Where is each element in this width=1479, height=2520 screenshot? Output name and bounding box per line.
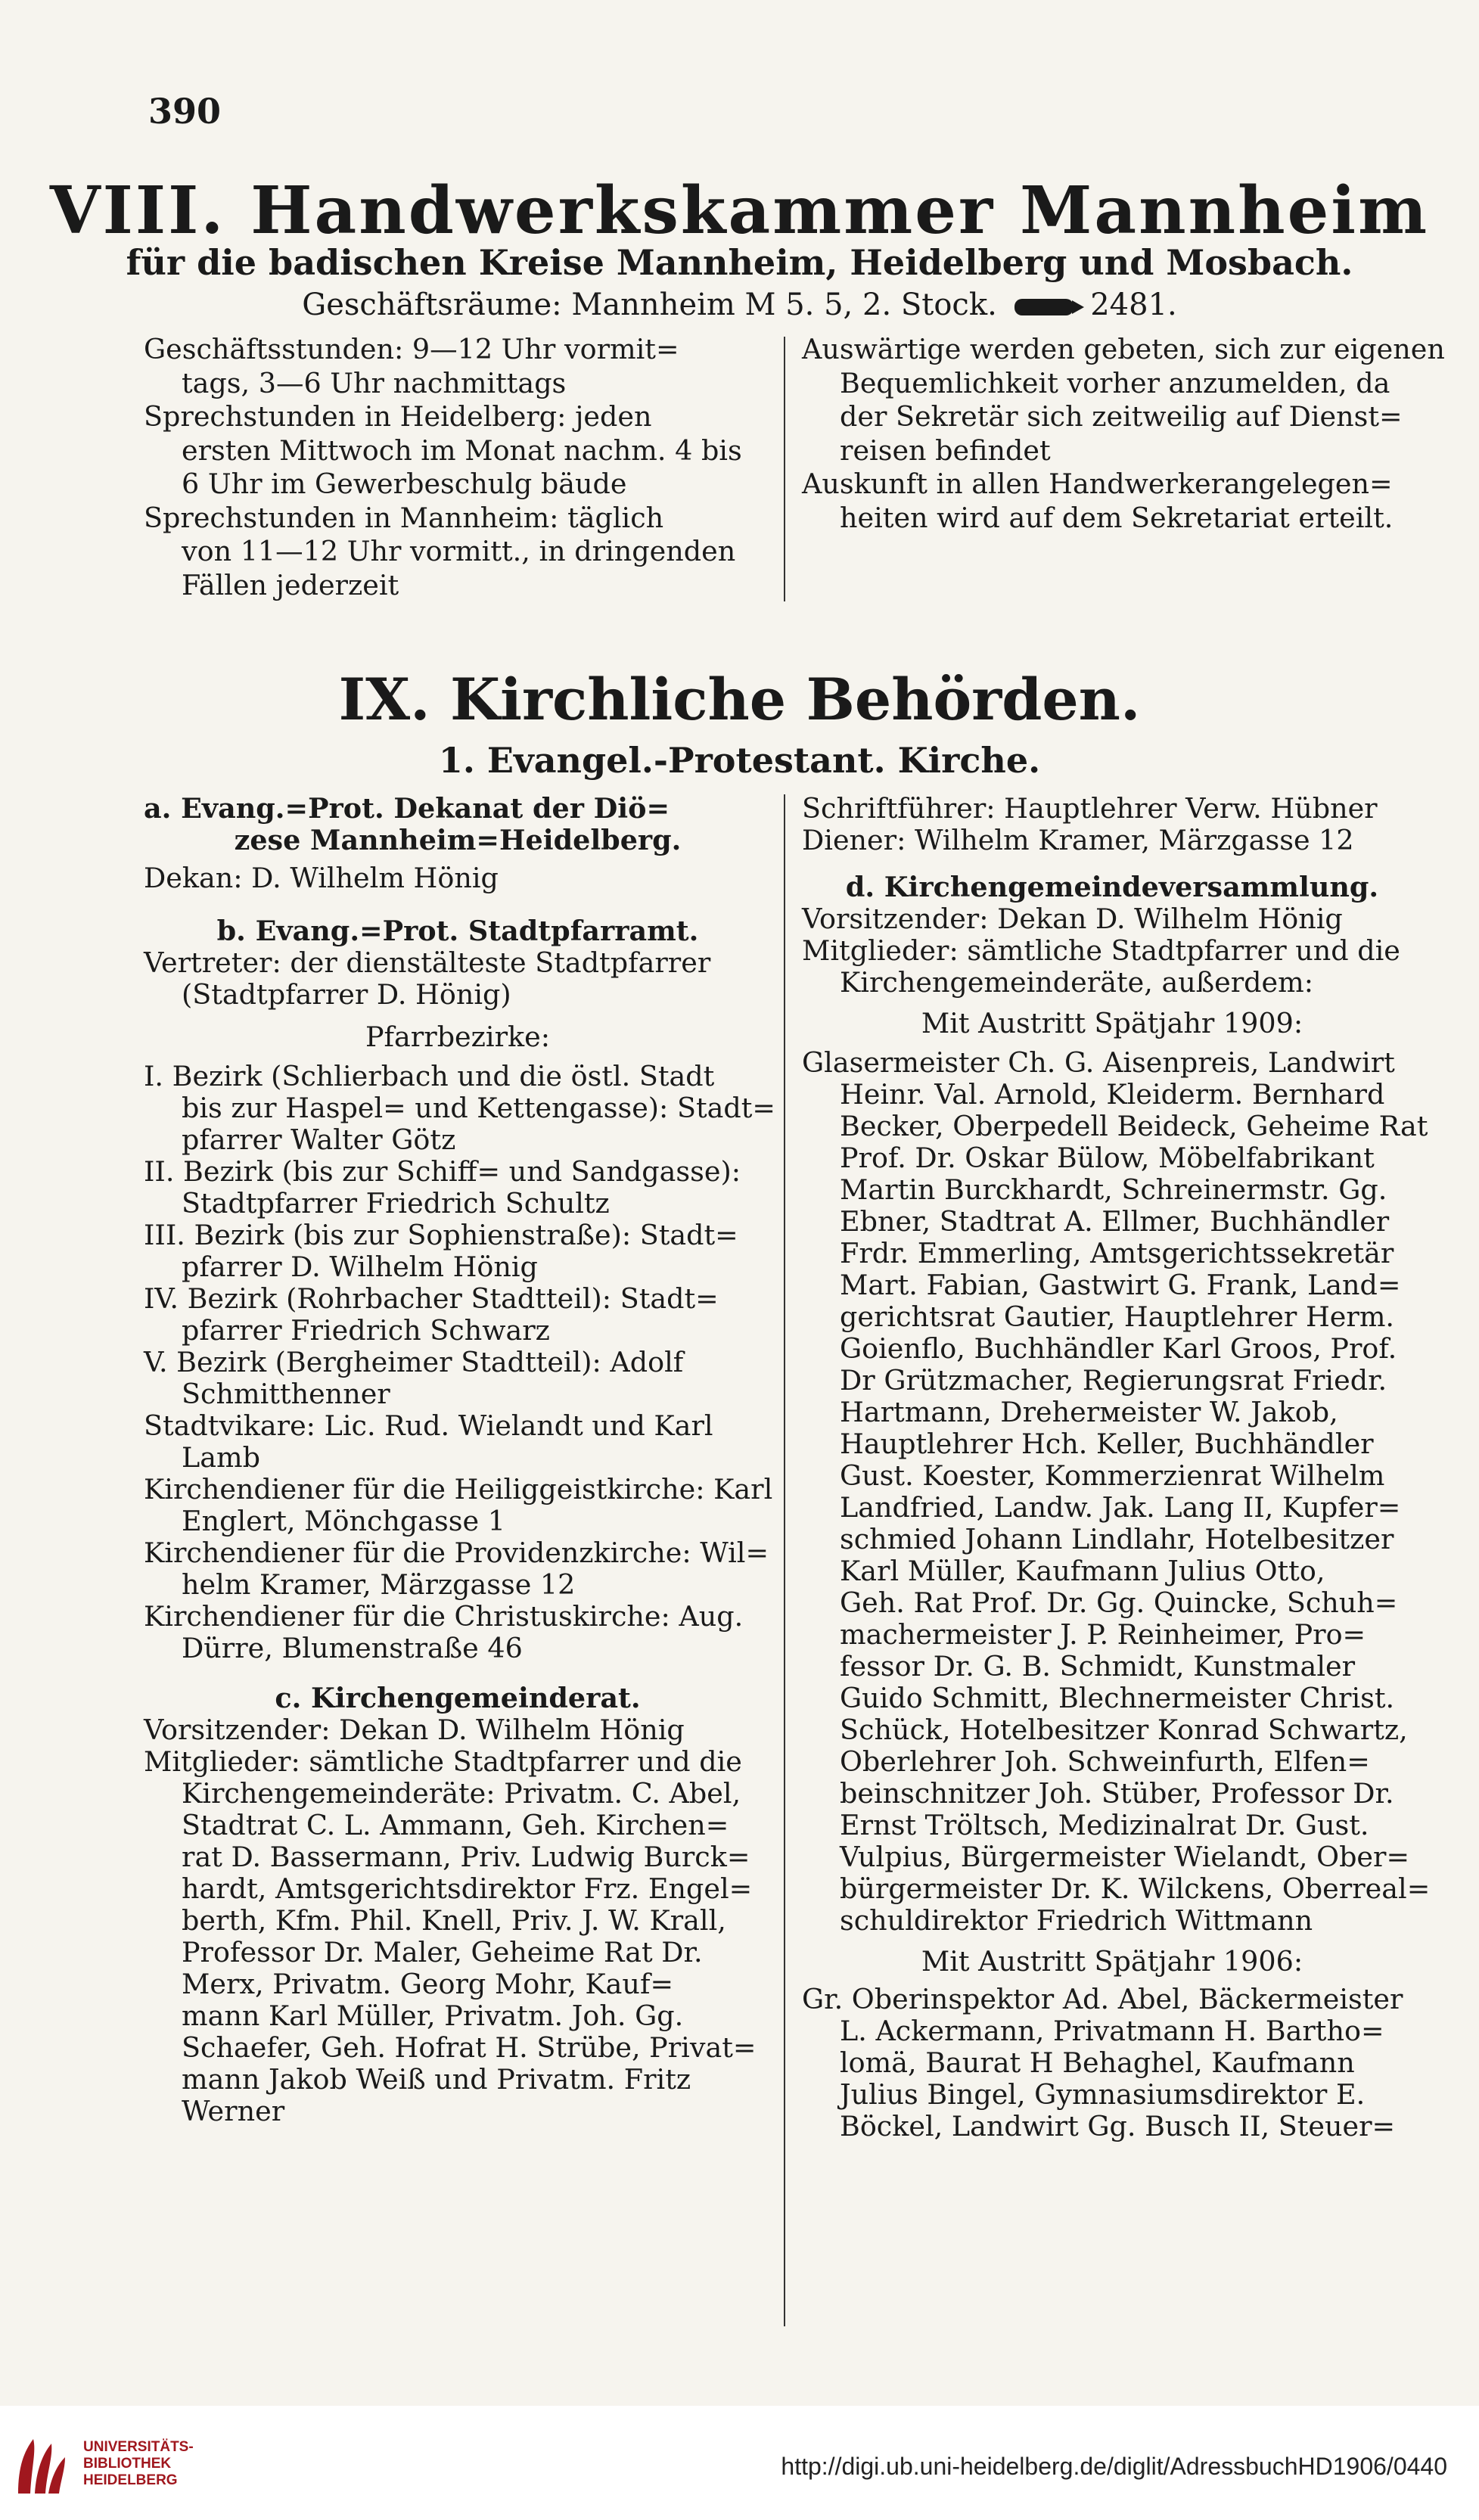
text-line: III. Bezirk (bis zur Sophienstraße): Stadt= <box>144 1219 738 1251</box>
text-line: Sprechstunden in Heidelberg: jeden <box>144 400 652 433</box>
phone-number: 2481. <box>1090 287 1177 322</box>
page-number: 390 <box>148 91 222 132</box>
text-line: Vorsitzender: Dekan D. Wilhelm Hönig <box>144 1714 685 1746</box>
text-line: Stadtvikare: Lic. Rud. Wielandt und Karl <box>144 1409 713 1442</box>
source-url-link[interactable]: http://digi.ub.uni-heidelberg.de/diglit/AdressbuchHD1906/0440 <box>781 2453 1447 2480</box>
text-line: Gr. Oberinspektor Ad. Abel, Bäckermeister <box>802 1983 1403 2015</box>
text-line: Schück, Hotelbesitzer Konrad Schwartz, <box>840 1714 1408 1746</box>
text-line: Mitglieder: sämtliche Stadtpfarrer und die <box>802 934 1400 967</box>
text-line: Kirchengemeinderäte: Privatm. C. Abel, <box>182 1777 741 1810</box>
text-line: Fällen jederzeit <box>182 568 399 601</box>
text-line: schuldirektor Friedrich Wittmann <box>840 1904 1313 1937</box>
section-9-left-column <box>144 793 775 2127</box>
text-line: Kirchengemeinderäte, außerdem: <box>840 966 1314 999</box>
text-line: Heinr. Val. Arnold, Kleiderm. Bernhard <box>840 1078 1385 1111</box>
column-divider <box>784 794 785 2326</box>
text-line: Landfried, Landw. Jak. Lang II, Kupfer= <box>840 1491 1401 1524</box>
text-line: Julius Bingel, Gymnasiumsdirektor E. <box>840 2078 1366 2111</box>
text-line: Hauptlehrer Hch. Keller, Buchhändler <box>840 1428 1374 1460</box>
text-line: Becker, Oberpedell Beideck, Geheime Rat <box>840 1110 1428 1142</box>
text-line: Merx, Privatm. Georg Mohr, Kauf= <box>182 1968 674 2000</box>
text-line: Sprechstunden in Mannheim: täglich <box>144 501 664 534</box>
text-line: Böckel, Landwirt Gg. Busch II, Steuer= <box>840 2110 1396 2142</box>
text-line: Kirchendiener für die Providenzkirche: Wil= <box>144 1537 769 1569</box>
text-line: Guido Schmitt, Blechnermeister Christ. <box>840 1682 1395 1714</box>
section-8-title: VIII. Handwerkskammer Mannheim <box>49 172 1430 249</box>
text-line: Auskunft in allen Handwerkerangelegen= <box>802 468 1393 500</box>
text-line: pfarrer Walter Götz <box>182 1123 456 1156</box>
text-line: Gust. Koester, Kommerzienrat Wilhelm <box>840 1459 1385 1492</box>
text-line: Mart. Fabian, Gastwirt G. Frank, Land= <box>840 1269 1401 1301</box>
section-9-right-column <box>802 793 1430 2142</box>
text-line: schmied Johann Lindlahr, Hotelbesitzer <box>840 1523 1394 1555</box>
text-line: ersten Mittwoch im Monat nachm. 4 bis <box>182 433 742 467</box>
text-line: Diener: Wilhelm Kramer, Märzgasse 12 <box>802 824 1354 856</box>
text-line: Kirchendiener für die Christuskirche: Aug. <box>144 1600 744 1633</box>
text-line: Frdr. Emmerling, Amtsgerichtssekretär <box>840 1237 1394 1269</box>
text-line: (Stadtpfarrer D. Hönig) <box>182 978 511 1011</box>
library-name-line: HEIDELBERG <box>83 2472 178 2488</box>
telephone-icon <box>1014 299 1074 315</box>
dekan-line: Dekan: D. Wilhelm Hönig <box>144 862 499 894</box>
pfarrbezirke-heading: Pfarrbezirke: <box>365 1021 551 1053</box>
section-9-title: IX. Kirchliche Behörden. <box>338 666 1141 733</box>
text-line: Martin Burckhardt, Schreinermstr. Gg. <box>840 1173 1387 1206</box>
text-line: Lamb <box>182 1441 260 1474</box>
text-line: heiten wird auf dem Sekretariat erteilt. <box>840 501 1394 534</box>
text-line: Dr Grützmacher, Regierungsrat Friedr. <box>840 1364 1387 1397</box>
university-library-logo-icon <box>14 2428 68 2498</box>
text-line: beinschnitzer Joh. Stüber, Professor Dr. <box>840 1777 1394 1810</box>
text-line: 6 Uhr im Gewerbeschulg bäude <box>182 468 627 500</box>
text-line: Karl Müller, Kaufmann Julius Otto, <box>840 1555 1325 1587</box>
text-line: Vertreter: der dienstälteste Stadtpfarrer <box>144 946 711 979</box>
text-line: Kirchendiener für die Heiliggeistkirche: Karl <box>144 1473 773 1505</box>
text-line: bis zur Haspel= und Kettengasse): Stadt= <box>182 1092 775 1124</box>
text-line: Goienflo, Buchhändler Karl Groos, Prof. <box>840 1332 1397 1365</box>
text-line: Geschäftsstunden: 9—12 Uhr vormit= <box>144 333 679 365</box>
text-line: pfarrer D. Wilhelm Hönig <box>182 1251 538 1283</box>
text-line: bürgermeister Dr. K. Wilckens, Oberreal= <box>840 1872 1431 1905</box>
text-line: L. Ackermann, Privatmann H. Bartho= <box>840 2015 1384 2047</box>
text-line: Ernst Tröltsch, Medizinalrat Dr. Gust. <box>840 1809 1369 1841</box>
text-line: Schriftführer: Hauptlehrer Verw. Hübner <box>802 792 1378 825</box>
text-line: Schaefer, Geh. Hofrat H. Strübe, Privat= <box>182 2031 757 2064</box>
library-name <box>83 2439 194 2489</box>
text-line: von 11—12 Uhr vormitt., in dringenden <box>182 535 736 567</box>
text-line: reisen befindet <box>840 433 1051 467</box>
section-d-heading: d. Kirchengemeindeversammlung. <box>845 871 1379 903</box>
text-line: Schmitthenner <box>182 1378 390 1410</box>
text-line: Geh. Rat Prof. Dr. Gg. Quincke, Schuh= <box>840 1586 1398 1619</box>
section-c-heading: c. Kirchengemeinderat. <box>275 1682 641 1714</box>
text-line: Bequemlichkeit vorher anzumelden, da <box>840 366 1390 399</box>
address-text: Geschäftsräume: Mannheim M 5. 5, 2. Stock. <box>302 287 997 322</box>
text-line: Stadtrat C. L. Ammann, Geh. Kirchen= <box>182 1809 729 1841</box>
text-line: machermeister J. P. Reinheimer, Pro= <box>840 1618 1366 1651</box>
text-line: IV. Bezirk (Rohrbacher Stadtteil): Stadt= <box>144 1282 719 1315</box>
text-line: Mitglieder: sämtliche Stadtpfarrer und die <box>144 1745 742 1778</box>
subheading-1906: Mit Austritt Spätjahr 1906: <box>921 1945 1303 1978</box>
section-8-address <box>0 287 1479 322</box>
section-8-left-column <box>144 333 742 602</box>
text-line: der Sekretär sich zeitweilig auf Dienst= <box>840 400 1403 433</box>
text-line: Prof. Dr. Oskar Bülow, Möbelfabrikant <box>840 1142 1375 1174</box>
text-line: gerichtsrat Gautier, Hauptlehrer Herm. <box>840 1300 1395 1333</box>
text-line: hardt, Amtsgerichtsdirektor Frz. Engel= <box>182 1872 753 1905</box>
text-line: Werner <box>182 2095 285 2127</box>
text-line: Hartmann, Dreherмeister W. Jakob, <box>840 1396 1338 1428</box>
section-8-right-column <box>802 333 1445 535</box>
text-line: mann Jakob Weiß und Privatm. Fritz <box>182 2063 691 2096</box>
footer-bar <box>0 2406 1479 2520</box>
text-line: pfarrer Friedrich Schwarz <box>182 1314 550 1347</box>
text-line: Dürre, Blumenstraße 46 <box>182 1632 523 1664</box>
text-line: tags, 3—6 Uhr nachmittags <box>182 366 567 399</box>
section-8-subtitle: für die badischen Kreise Mannheim, Heidelberg und Mosbach. <box>126 242 1353 283</box>
library-name-line: UNIVERSITÄTS- <box>83 2439 194 2455</box>
text-line: helm Kramer, Märzgasse 12 <box>182 1568 576 1601</box>
text-line: rat D. Bassermann, Priv. Ludwig Burck= <box>182 1841 750 1873</box>
text-line: I. Bezirk (Schlierbach und die östl. Stadt <box>144 1060 715 1092</box>
text-line: Vorsitzender: Dekan D. Wilhelm Hönig <box>802 903 1343 935</box>
text-line: Englert, Mönchgasse 1 <box>182 1505 505 1537</box>
text-line: Glasermeister Ch. G. Aisenpreis, Landwirt <box>802 1046 1395 1079</box>
text-line: fessor Dr. G. B. Schmidt, Kunstmaler <box>840 1650 1356 1683</box>
section-b-heading: b. Evang.=Prot. Stadtpfarramt. <box>216 915 699 947</box>
section-a-heading-cont: zese Mannheim=Heidelberg. <box>234 824 682 856</box>
text-line: Professor Dr. Maler, Geheime Rat Dr. <box>182 1936 703 1968</box>
subheading-1909: Mit Austritt Spätjahr 1909: <box>921 1007 1303 1039</box>
text-line: Ebner, Stadtrat A. Ellmer, Buchhändler <box>840 1205 1390 1238</box>
library-name-line: BIBLIOTHEK <box>83 2456 172 2472</box>
text-line: mann Karl Müller, Privatm. Joh. Gg. <box>182 2000 684 2032</box>
text-line: Vulpius, Bürgermeister Wielandt, Ober= <box>840 1841 1410 1873</box>
section-a-heading: a. Evang.=Prot. Dekanat der Diö= <box>144 792 670 825</box>
text-line: V. Bezirk (Bergheimer Stadtteil): Adolf <box>144 1346 684 1378</box>
text-line: Auswärtige werden gebeten, sich zur eigenen <box>802 333 1445 365</box>
text-line: lomä, Baurat H Behaghel, Kaufmann <box>840 2046 1355 2079</box>
text-line: berth, Kfm. Phil. Knell, Priv. J. W. Krall, <box>182 1904 726 1937</box>
text-line: Stadtpfarrer Friedrich Schultz <box>182 1187 610 1220</box>
column-divider <box>784 337 785 601</box>
text-line: II. Bezirk (bis zur Schiff= und Sandgasse): <box>144 1155 741 1188</box>
text-line: Oberlehrer Joh. Schweinfurth, Elfen= <box>840 1745 1370 1778</box>
section-9-subtitle: 1. Evangel.-Protestant. Kirche. <box>438 740 1041 781</box>
